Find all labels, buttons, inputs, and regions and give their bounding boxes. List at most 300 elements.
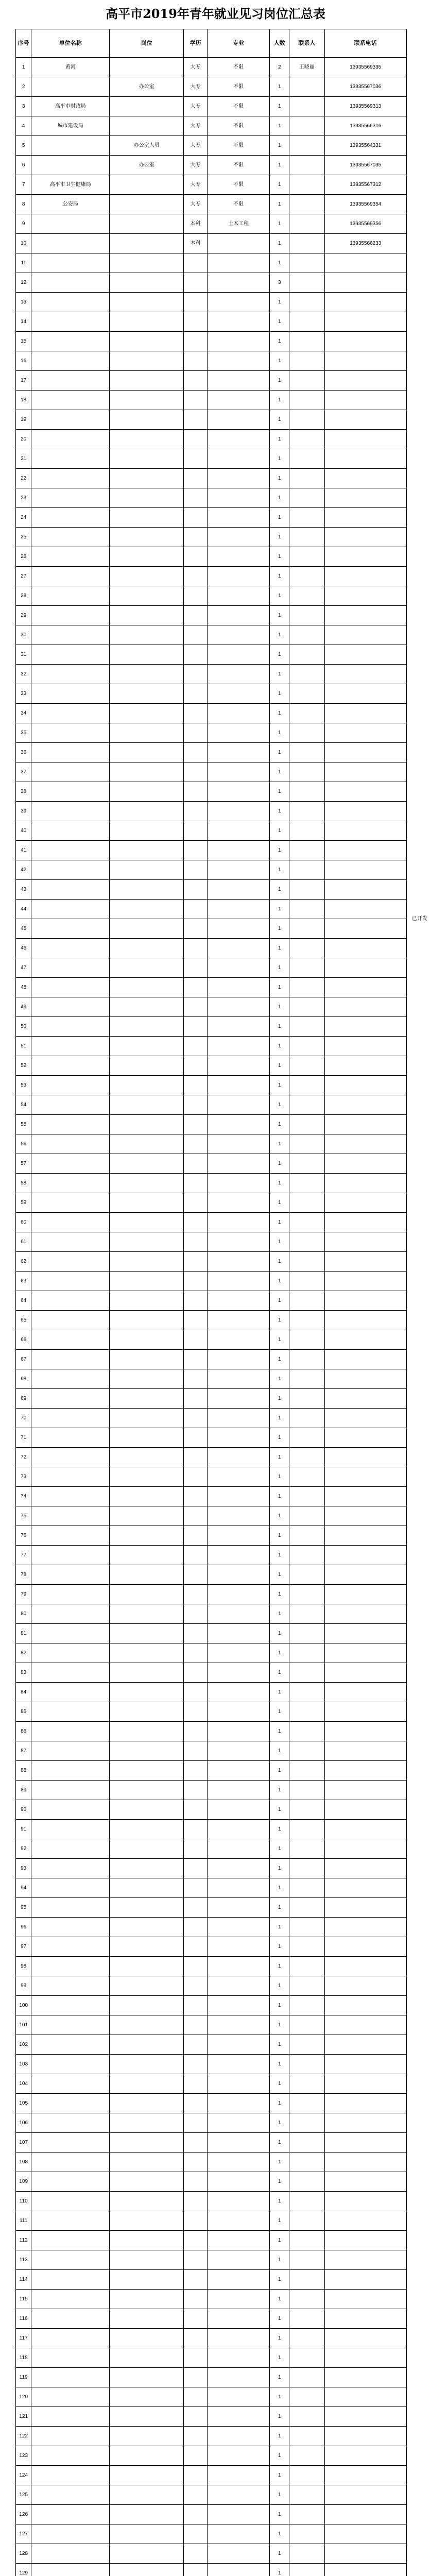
- cell-no: 115: [16, 2290, 31, 2309]
- cell-major: [207, 1878, 269, 1898]
- cell-no: 14: [16, 312, 31, 332]
- cell-unit: [31, 2368, 110, 2387]
- cell-phone: [324, 958, 406, 978]
- col-header-phone: 联系电话: [324, 29, 406, 58]
- cell-education: [184, 488, 208, 508]
- cell-phone: [324, 2446, 406, 2466]
- cell-count: 1: [270, 841, 289, 860]
- table-row: [16, 1252, 407, 1272]
- cell-contact: [289, 1898, 324, 1918]
- cell-unit: [31, 1428, 110, 1448]
- cell-phone: [324, 293, 406, 312]
- cell-count: 1: [270, 156, 289, 175]
- table-row: [16, 1565, 407, 1585]
- cell-major: [207, 449, 269, 469]
- cell-education: [184, 723, 208, 743]
- table-row: [16, 1448, 407, 1467]
- cell-no: 98: [16, 1957, 31, 1976]
- cell-position: [110, 1526, 184, 1546]
- cell-unit: [31, 1369, 110, 1389]
- cell-major: [207, 665, 269, 684]
- cell-major: [207, 430, 269, 449]
- cell-no: 58: [16, 1174, 31, 1193]
- cell-education: [184, 449, 208, 469]
- cell-contact: [289, 939, 324, 958]
- cell-unit: [31, 586, 110, 606]
- cell-unit: [31, 391, 110, 410]
- cell-phone: [324, 2348, 406, 2368]
- cell-major: [207, 1683, 269, 1702]
- cell-phone: [324, 762, 406, 782]
- cell-phone: [324, 1076, 406, 1095]
- cell-contact: [289, 665, 324, 684]
- cell-position: [110, 1037, 184, 1056]
- table-row: [16, 116, 407, 136]
- cell-count: 1: [270, 253, 289, 273]
- cell-phone: [324, 1428, 406, 1448]
- cell-education: [184, 958, 208, 978]
- table-row: [16, 2192, 407, 2211]
- table-row: [16, 1330, 407, 1350]
- cell-position: [110, 919, 184, 939]
- cell-education: [184, 1409, 208, 1428]
- cell-major: [207, 860, 269, 880]
- cell-no: 89: [16, 1781, 31, 1800]
- cell-position: [110, 1898, 184, 1918]
- cell-contact: [289, 136, 324, 156]
- cell-contact: [289, 1683, 324, 1702]
- cell-no: 3: [16, 97, 31, 116]
- cell-contact: [289, 469, 324, 488]
- table-row: [16, 2446, 407, 2466]
- cell-phone: [324, 1859, 406, 1878]
- cell-position: [110, 606, 184, 625]
- table-row: [16, 430, 407, 449]
- cell-contact: [289, 1585, 324, 1604]
- cell-no: 120: [16, 2387, 31, 2407]
- cell-education: [184, 2113, 208, 2133]
- cell-count: 1: [270, 2231, 289, 2250]
- cell-no: 33: [16, 684, 31, 704]
- cell-position: [110, 1624, 184, 1643]
- cell-count: 1: [270, 723, 289, 743]
- cell-unit: [31, 2074, 110, 2094]
- cell-phone: [324, 1702, 406, 1722]
- cell-unit: [31, 762, 110, 782]
- cell-major: [207, 1761, 269, 1781]
- cell-education: [184, 2172, 208, 2192]
- cell-count: 1: [270, 136, 289, 156]
- cell-major: [207, 2270, 269, 2290]
- cell-position: [110, 1369, 184, 1389]
- cell-major: [207, 2211, 269, 2231]
- cell-major: [207, 567, 269, 586]
- cell-education: [184, 1272, 208, 1291]
- cell-count: 1: [270, 2035, 289, 2055]
- cell-major: [207, 2368, 269, 2387]
- cell-position: [110, 58, 184, 77]
- table-row: [16, 1291, 407, 1311]
- cell-no: 127: [16, 2524, 31, 2544]
- cell-contact: [289, 2192, 324, 2211]
- cell-phone: 13935569356: [324, 214, 406, 234]
- cell-count: 1: [270, 1683, 289, 1702]
- cell-no: 90: [16, 1800, 31, 1820]
- cell-unit: [31, 2446, 110, 2466]
- cell-no: 85: [16, 1702, 31, 1722]
- cell-phone: [324, 1898, 406, 1918]
- cell-no: 70: [16, 1409, 31, 1428]
- cell-unit: [31, 449, 110, 469]
- table-row: [16, 782, 407, 802]
- cell-no: 24: [16, 508, 31, 528]
- cell-position: [110, 2485, 184, 2505]
- cell-major: [207, 1448, 269, 1467]
- cell-contact: [289, 2094, 324, 2113]
- cell-no: 60: [16, 1213, 31, 1232]
- cell-count: 1: [270, 1056, 289, 1076]
- table-row: [16, 1487, 407, 1506]
- cell-position: [110, 1702, 184, 1722]
- cell-education: [184, 1076, 208, 1095]
- cell-major: [207, 1467, 269, 1487]
- cell-phone: [324, 2094, 406, 2113]
- table-row: [16, 2427, 407, 2446]
- cell-unit: [31, 939, 110, 958]
- cell-phone: [324, 1839, 406, 1859]
- cell-no: 12: [16, 273, 31, 293]
- cell-no: 119: [16, 2368, 31, 2387]
- cell-position: [110, 958, 184, 978]
- cell-education: 大专: [184, 116, 208, 136]
- cell-unit: [31, 860, 110, 880]
- cell-count: 1: [270, 1115, 289, 1134]
- cell-phone: [324, 2309, 406, 2329]
- cell-unit: [31, 2231, 110, 2250]
- cell-major: [207, 1937, 269, 1957]
- cell-unit: [31, 2270, 110, 2290]
- cell-position: [110, 293, 184, 312]
- cell-education: [184, 312, 208, 332]
- cell-count: 1: [270, 2446, 289, 2466]
- cell-no: 45: [16, 919, 31, 939]
- cell-phone: [324, 1350, 406, 1369]
- cell-education: 大专: [184, 136, 208, 156]
- cell-phone: [324, 528, 406, 547]
- cell-no: 42: [16, 860, 31, 880]
- cell-position: 办公室人员: [110, 136, 184, 156]
- cell-education: [184, 2290, 208, 2309]
- cell-count: 1: [270, 175, 289, 195]
- cell-no: 63: [16, 1272, 31, 1291]
- table-row: [16, 2055, 407, 2074]
- cell-phone: [324, 547, 406, 567]
- cell-major: [207, 2094, 269, 2113]
- cell-count: 1: [270, 1154, 289, 1174]
- cell-unit: [31, 743, 110, 762]
- cell-education: [184, 1898, 208, 1918]
- cell-unit: [31, 469, 110, 488]
- cell-position: [110, 2348, 184, 2368]
- cell-phone: [324, 2290, 406, 2309]
- table-row: [16, 175, 407, 195]
- cell-major: [207, 1741, 269, 1761]
- cell-unit: [31, 2035, 110, 2055]
- cell-no: 123: [16, 2446, 31, 2466]
- cell-no: 55: [16, 1115, 31, 1134]
- cell-count: 1: [270, 2074, 289, 2094]
- cell-count: 3: [270, 273, 289, 293]
- cell-education: [184, 1017, 208, 1037]
- cell-unit: [31, 1663, 110, 1683]
- cell-position: [110, 2544, 184, 2564]
- table-row: [16, 312, 407, 332]
- cell-phone: [324, 1467, 406, 1487]
- cell-major: [207, 1389, 269, 1409]
- cell-contact: [289, 1252, 324, 1272]
- cell-phone: [324, 1741, 406, 1761]
- cell-phone: [324, 2466, 406, 2485]
- cell-no: 113: [16, 2250, 31, 2270]
- cell-education: [184, 2074, 208, 2094]
- cell-education: [184, 1056, 208, 1076]
- cell-count: 1: [270, 2544, 289, 2564]
- cell-education: [184, 1722, 208, 1741]
- cell-education: [184, 1428, 208, 1448]
- cell-unit: [31, 782, 110, 802]
- cell-position: [110, 1311, 184, 1330]
- cell-education: [184, 978, 208, 997]
- cell-no: 26: [16, 547, 31, 567]
- cell-contact: [289, 1017, 324, 1037]
- cell-position: [110, 2055, 184, 2074]
- cell-position: [110, 2564, 184, 2576]
- cell-phone: [324, 1487, 406, 1506]
- table-row: [16, 1467, 407, 1487]
- table-row: [16, 2348, 407, 2368]
- cell-education: [184, 1330, 208, 1350]
- cell-no: 25: [16, 528, 31, 547]
- cell-education: [184, 762, 208, 782]
- cell-count: 1: [270, 351, 289, 371]
- table-row: [16, 802, 407, 821]
- cell-major: [207, 508, 269, 528]
- cell-no: 107: [16, 2133, 31, 2153]
- cell-contact: [289, 2348, 324, 2368]
- cell-education: [184, 1820, 208, 1839]
- table-row: [16, 1800, 407, 1820]
- table-row: [16, 2153, 407, 2172]
- cell-count: 1: [270, 234, 289, 253]
- cell-education: [184, 1448, 208, 1467]
- table-row: [16, 2544, 407, 2564]
- cell-count: 1: [270, 704, 289, 723]
- cell-unit: [31, 704, 110, 723]
- cell-unit: [31, 156, 110, 175]
- cell-phone: [324, 2172, 406, 2192]
- cell-position: [110, 1056, 184, 1076]
- cell-position: [110, 900, 184, 919]
- table-row: [16, 841, 407, 860]
- cell-contact: [289, 2035, 324, 2055]
- cell-position: [110, 997, 184, 1017]
- cell-count: 1: [270, 2427, 289, 2446]
- cell-count: 1: [270, 1820, 289, 1839]
- cell-position: [110, 351, 184, 371]
- cell-education: [184, 1115, 208, 1134]
- table-row: [16, 2211, 407, 2231]
- cell-major: [207, 1154, 269, 1174]
- cell-count: 1: [270, 1996, 289, 2015]
- cell-count: 1: [270, 1643, 289, 1663]
- cell-major: [207, 2485, 269, 2505]
- table-row: [16, 586, 407, 606]
- cell-phone: [324, 841, 406, 860]
- cell-education: [184, 2035, 208, 2055]
- cell-position: [110, 547, 184, 567]
- cell-major: [207, 1252, 269, 1272]
- cell-position: [110, 2290, 184, 2309]
- cell-position: [110, 743, 184, 762]
- cell-education: [184, 1663, 208, 1683]
- cell-count: 1: [270, 1604, 289, 1624]
- cell-unit: [31, 2524, 110, 2544]
- cell-phone: [324, 625, 406, 645]
- cell-education: [184, 2387, 208, 2407]
- cell-unit: [31, 1076, 110, 1095]
- cell-education: [184, 2564, 208, 2576]
- cell-phone: [324, 2564, 406, 2576]
- cell-education: [184, 606, 208, 625]
- cell-major: [207, 253, 269, 273]
- cell-education: 大专: [184, 77, 208, 97]
- cell-phone: [324, 900, 406, 919]
- cell-position: [110, 1232, 184, 1252]
- cell-no: 11: [16, 253, 31, 273]
- cell-major: [207, 2113, 269, 2133]
- cell-phone: [324, 1193, 406, 1213]
- cell-phone: 13935569335: [324, 58, 406, 77]
- cell-position: [110, 1272, 184, 1291]
- cell-contact: [289, 1409, 324, 1428]
- positions-table: [15, 29, 407, 2576]
- cell-no: 73: [16, 1467, 31, 1487]
- cell-count: 1: [270, 391, 289, 410]
- cell-count: 1: [270, 821, 289, 841]
- cell-education: [184, 880, 208, 900]
- cell-position: [110, 2466, 184, 2485]
- cell-no: 40: [16, 821, 31, 841]
- cell-education: [184, 273, 208, 293]
- cell-count: 1: [270, 2211, 289, 2231]
- cell-contact: [289, 684, 324, 704]
- cell-position: [110, 2505, 184, 2524]
- cell-education: [184, 645, 208, 665]
- cell-phone: [324, 723, 406, 743]
- cell-education: [184, 1565, 208, 1585]
- cell-major: [207, 1056, 269, 1076]
- table-body: [16, 58, 407, 2576]
- cell-contact: [289, 175, 324, 195]
- col-header-position: 岗位: [110, 29, 184, 58]
- cell-no: 64: [16, 1291, 31, 1311]
- table-row: [16, 2113, 407, 2133]
- cell-count: 1: [270, 2153, 289, 2172]
- cell-no: 57: [16, 1154, 31, 1174]
- cell-no: 23: [16, 488, 31, 508]
- cell-count: 1: [270, 195, 289, 214]
- cell-phone: [324, 1017, 406, 1037]
- cell-no: 1: [16, 58, 31, 77]
- table-row: [16, 1781, 407, 1800]
- cell-contact: [289, 2466, 324, 2485]
- cell-education: [184, 2250, 208, 2270]
- table-row: [16, 567, 407, 586]
- cell-position: [110, 2446, 184, 2466]
- cell-major: [207, 743, 269, 762]
- cell-phone: [324, 488, 406, 508]
- cell-education: [184, 1291, 208, 1311]
- cell-major: [207, 1213, 269, 1232]
- document-title: 高平市2019年青年就业见习岗位汇总表: [106, 6, 325, 21]
- cell-major: [207, 2153, 269, 2172]
- cell-position: [110, 1174, 184, 1193]
- cell-education: [184, 1350, 208, 1369]
- cell-phone: [324, 782, 406, 802]
- table-row: [16, 1898, 407, 1918]
- cell-major: [207, 2055, 269, 2074]
- cell-contact: [289, 1976, 324, 1996]
- table-row: [16, 1996, 407, 2015]
- cell-unit: [31, 1741, 110, 1761]
- cell-no: 128: [16, 2544, 31, 2564]
- cell-position: [110, 2192, 184, 2211]
- cell-major: [207, 312, 269, 332]
- cell-education: [184, 2211, 208, 2231]
- cell-contact: [289, 1272, 324, 1291]
- cell-phone: [324, 2407, 406, 2427]
- cell-no: 62: [16, 1252, 31, 1272]
- cell-count: 2: [270, 58, 289, 77]
- cell-phone: [324, 1037, 406, 1056]
- table-row: [16, 410, 407, 430]
- cell-contact: [289, 1604, 324, 1624]
- table-row: [16, 997, 407, 1017]
- table-row: [16, 2466, 407, 2485]
- cell-phone: [324, 1624, 406, 1643]
- cell-phone: [324, 743, 406, 762]
- cell-no: 27: [16, 567, 31, 586]
- cell-position: [110, 1683, 184, 1702]
- cell-phone: [324, 1448, 406, 1467]
- cell-contact: [289, 841, 324, 860]
- cell-unit: [31, 1330, 110, 1350]
- cell-position: [110, 2172, 184, 2192]
- cell-education: [184, 1506, 208, 1526]
- cell-major: [207, 1663, 269, 1683]
- cell-count: 1: [270, 2309, 289, 2329]
- table-row: [16, 391, 407, 410]
- cell-no: 21: [16, 449, 31, 469]
- cell-major: [207, 880, 269, 900]
- cell-phone: [324, 821, 406, 841]
- cell-count: 1: [270, 762, 289, 782]
- table-row: [16, 508, 407, 528]
- table-row: [16, 1761, 407, 1781]
- cell-education: [184, 939, 208, 958]
- cell-count: 1: [270, 1409, 289, 1428]
- cell-count: 1: [270, 2055, 289, 2074]
